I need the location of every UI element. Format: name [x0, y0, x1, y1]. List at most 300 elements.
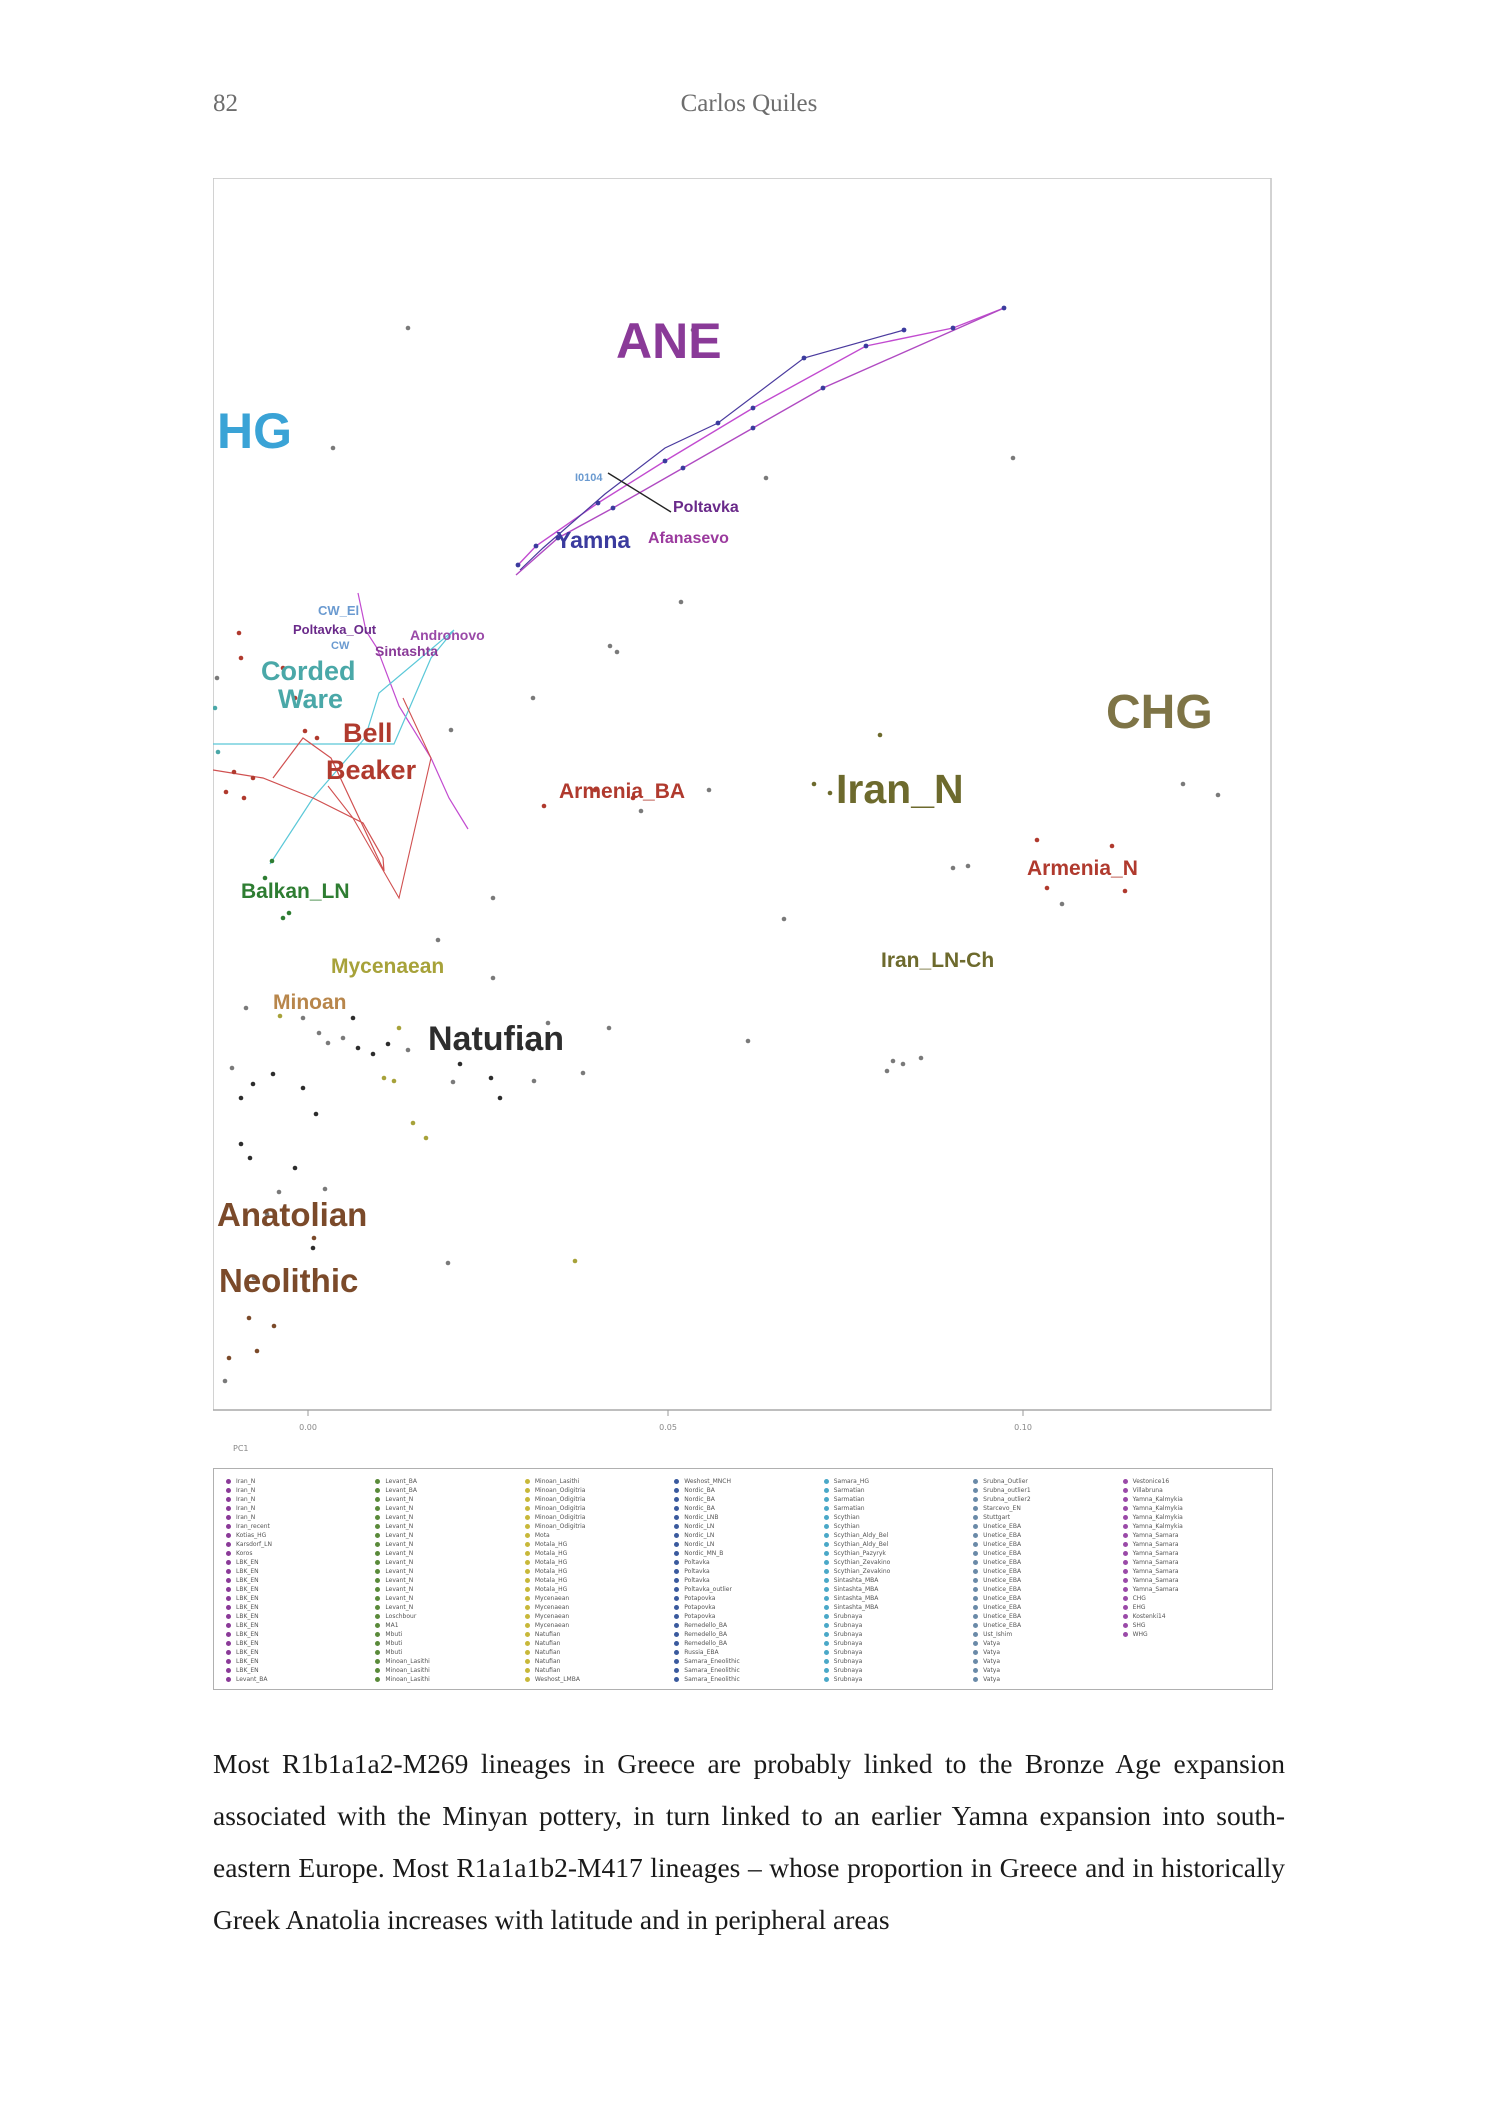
- legend-marker-icon: [375, 1650, 380, 1655]
- sample-point: [356, 1046, 361, 1051]
- legend-label: Levant_N: [385, 1496, 414, 1503]
- sample-point: [386, 1042, 391, 1047]
- sample-point: [303, 729, 308, 734]
- legend-marker-icon: [525, 1488, 530, 1493]
- legend-marker-icon: [973, 1659, 978, 1664]
- legend-marker-icon: [375, 1479, 380, 1484]
- sample-point: [891, 1059, 896, 1064]
- pca-plot: [213, 178, 1285, 1468]
- legend-label: Srubnaya: [833, 1613, 863, 1620]
- legend-item: [674, 1504, 817, 1513]
- sample-point: [1216, 793, 1221, 798]
- legend-item: [973, 1549, 1116, 1558]
- legend-marker-icon: [824, 1533, 829, 1538]
- legend-label: Iran_N: [236, 1487, 256, 1494]
- legend-marker-icon: [375, 1632, 380, 1637]
- legend-item: [525, 1639, 668, 1648]
- legend-item: [1123, 1477, 1266, 1486]
- legend-item: [375, 1540, 518, 1549]
- legend-marker-icon: [226, 1542, 231, 1547]
- legend-item: [525, 1648, 668, 1657]
- label-iran-ln-ch: Iran_LN-Ch: [881, 949, 995, 972]
- legend-item: [973, 1567, 1116, 1576]
- legend-label: Iran_N: [236, 1478, 256, 1485]
- legend-marker-icon: [674, 1623, 679, 1628]
- legend-label: Nordic_MN_B: [684, 1550, 724, 1557]
- legend-marker-icon: [1123, 1560, 1128, 1565]
- legend-marker-icon: [674, 1677, 679, 1682]
- legend-item: [525, 1567, 668, 1576]
- legend-label: Yamna_Samara: [1132, 1568, 1179, 1575]
- label-corded-ware-1: Corded: [261, 656, 356, 686]
- sample-point: [311, 1246, 316, 1251]
- legend-label: Scythian: [833, 1514, 860, 1521]
- sample-point: [498, 1096, 503, 1101]
- sample-point: [451, 1080, 456, 1085]
- legend-item: [525, 1666, 668, 1675]
- trajectory-point: [902, 328, 907, 333]
- sample-point: [230, 1066, 235, 1071]
- legend-marker-icon: [226, 1506, 231, 1511]
- sample-point: [1035, 838, 1040, 843]
- sample-point: [581, 1071, 586, 1076]
- legend-item: [973, 1513, 1116, 1522]
- legend-label: Levant_N: [385, 1595, 414, 1602]
- legend-label: Mycenaean: [534, 1595, 570, 1602]
- legend-marker-icon: [824, 1668, 829, 1673]
- legend-marker-icon: [1123, 1524, 1128, 1529]
- legend-column: [674, 1477, 817, 1684]
- legend-label: Unetice_EBA: [983, 1550, 1022, 1557]
- sample-point: [216, 750, 221, 755]
- legend-marker-icon: [525, 1650, 530, 1655]
- legend-item: [824, 1639, 967, 1648]
- label-i0104: I0104: [575, 472, 603, 484]
- legend-marker-icon: [674, 1542, 679, 1547]
- legend-label: Levant_N: [385, 1523, 414, 1530]
- legend-marker-icon: [375, 1641, 380, 1646]
- legend-item: [525, 1621, 668, 1630]
- legend-label: Ust_Ishim: [983, 1631, 1013, 1638]
- label-anatolian-1: Anatolian: [217, 1196, 368, 1233]
- sample-point: [239, 656, 244, 661]
- trajectory-point: [864, 344, 869, 349]
- legend-item: [525, 1576, 668, 1585]
- legend-label: WHG: [1132, 1631, 1148, 1638]
- legend-label: Natufian: [534, 1667, 561, 1674]
- legend-label: Weshost_LMBA: [534, 1676, 580, 1683]
- legend-item: [525, 1675, 668, 1684]
- legend-item: [824, 1522, 967, 1531]
- legend-item: [1123, 1522, 1266, 1531]
- legend-label: LBK_EN: [236, 1622, 259, 1629]
- legend-label: Levant_BA: [385, 1487, 417, 1494]
- legend-item: [674, 1477, 817, 1486]
- label-afanasevo: Afanasevo: [648, 530, 729, 547]
- legend-label: Motala_HG: [534, 1577, 568, 1584]
- sample-point: [317, 1031, 322, 1036]
- legend-label: Levant_N: [385, 1559, 414, 1566]
- sample-point: [223, 1379, 228, 1384]
- legend-item: [525, 1531, 668, 1540]
- legend-marker-icon: [1123, 1479, 1128, 1484]
- legend-label: Srubnaya: [833, 1667, 863, 1674]
- legend-label: LBK_EN: [236, 1595, 259, 1602]
- trajectory-point: [611, 506, 616, 511]
- legend-item: [674, 1630, 817, 1639]
- legend-label: Srubna_outlier1: [983, 1487, 1031, 1494]
- legend-marker-icon: [375, 1506, 380, 1511]
- legend-item: [525, 1630, 668, 1639]
- legend-label: Yamna_Samara: [1132, 1541, 1179, 1548]
- legend-label: Natufian: [534, 1640, 561, 1647]
- legend-item: [824, 1630, 967, 1639]
- legend-item: [973, 1486, 1116, 1495]
- legend-item: [674, 1549, 817, 1558]
- legend-item: [525, 1522, 668, 1531]
- legend-label: Sintashta_MBA: [833, 1586, 879, 1593]
- legend-label: Unetice_EBA: [983, 1613, 1022, 1620]
- legend-item: [375, 1648, 518, 1657]
- legend-marker-icon: [674, 1668, 679, 1673]
- legend-item: [674, 1522, 817, 1531]
- legend-item: [824, 1675, 967, 1684]
- legend-marker-icon: [525, 1533, 530, 1538]
- legend-label: Levant_N: [385, 1577, 414, 1584]
- legend-item: [525, 1477, 668, 1486]
- legend-marker-icon: [824, 1659, 829, 1664]
- legend-item: [1123, 1630, 1266, 1639]
- legend-label: Scythian: [833, 1523, 860, 1530]
- legend-item: [1123, 1621, 1266, 1630]
- legend-marker-icon: [1123, 1614, 1128, 1619]
- legend-item: [674, 1648, 817, 1657]
- legend-label: Poltavka: [684, 1568, 710, 1575]
- legend-marker-icon: [973, 1623, 978, 1628]
- running-head: Carlos Quiles: [680, 90, 818, 117]
- legend-marker-icon: [973, 1515, 978, 1520]
- sample-point: [491, 976, 496, 981]
- legend-label: Remedello_BA: [684, 1640, 728, 1647]
- legend-marker-icon: [226, 1632, 231, 1637]
- legend-item: [226, 1513, 369, 1522]
- legend-item: [375, 1522, 518, 1531]
- legend-item: [973, 1504, 1116, 1513]
- legend-marker-icon: [674, 1605, 679, 1610]
- legend-marker-icon: [674, 1659, 679, 1664]
- legend-item: [226, 1540, 369, 1549]
- legend-label: Minoan_Odigitria: [534, 1496, 586, 1503]
- legend-label: Yamna_Kalmykia: [1132, 1496, 1183, 1503]
- legend-marker-icon: [674, 1560, 679, 1565]
- legend-marker-icon: [674, 1506, 679, 1511]
- legend-marker-icon: [226, 1623, 231, 1628]
- legend-marker-icon: [824, 1623, 829, 1628]
- legend-item: [1123, 1558, 1266, 1567]
- legend-marker-icon: [973, 1596, 978, 1601]
- legend-column: [226, 1477, 369, 1684]
- legend-marker-icon: [375, 1587, 380, 1592]
- legend-marker-icon: [375, 1488, 380, 1493]
- legend-item: [226, 1504, 369, 1513]
- legend-marker-icon: [525, 1596, 530, 1601]
- legend-item: [824, 1594, 967, 1603]
- legend-label: Srubnaya: [833, 1658, 863, 1665]
- legend-item: [375, 1630, 518, 1639]
- legend-label: Weshost_MNCH: [684, 1478, 731, 1485]
- legend-item: [1123, 1585, 1266, 1594]
- legend-item: [674, 1531, 817, 1540]
- legend-label: Nordic_BA: [684, 1487, 715, 1494]
- legend-item: [674, 1558, 817, 1567]
- legend-marker-icon: [226, 1587, 231, 1592]
- sample-point: [531, 696, 536, 701]
- legend-label: Natufian: [534, 1658, 561, 1665]
- legend-marker-icon: [824, 1569, 829, 1574]
- legend-item: [375, 1504, 518, 1513]
- legend-column: [375, 1477, 518, 1684]
- legend-marker-icon: [973, 1641, 978, 1646]
- legend-item: [375, 1513, 518, 1522]
- legend-marker-icon: [375, 1560, 380, 1565]
- legend-item: [973, 1675, 1116, 1684]
- legend-label: Iran_recent: [236, 1523, 270, 1530]
- legend-label: Vatya: [983, 1667, 1001, 1674]
- sample-point: [812, 782, 817, 787]
- legend-label: Scythian_Pazyryk: [833, 1550, 886, 1557]
- legend-label: Mbuti: [385, 1649, 403, 1656]
- label-yamna: Yamna: [556, 527, 631, 553]
- legend-label: Levant_BA: [236, 1676, 268, 1683]
- label-cw-small: CW: [331, 640, 350, 652]
- legend-marker-icon: [674, 1488, 679, 1493]
- legend-marker-icon: [973, 1488, 978, 1493]
- sample-point: [242, 796, 247, 801]
- sample-point: [919, 1056, 924, 1061]
- legend-item: [824, 1495, 967, 1504]
- sample-point: [215, 676, 220, 681]
- sample-point: [312, 1236, 317, 1241]
- legend-item: [375, 1603, 518, 1612]
- legend-label: Vatya: [983, 1640, 1001, 1647]
- legend-marker-icon: [226, 1515, 231, 1520]
- legend-marker-icon: [226, 1659, 231, 1664]
- legend-item: [226, 1603, 369, 1612]
- legend-marker-icon: [525, 1524, 530, 1529]
- legend-item: [674, 1540, 817, 1549]
- legend-marker-icon: [226, 1578, 231, 1583]
- trajectory-point: [751, 426, 756, 431]
- sample-point: [351, 1016, 356, 1021]
- label-andronovo: Andronovo: [410, 627, 485, 643]
- legend-item: [824, 1513, 967, 1522]
- legend-marker-icon: [973, 1569, 978, 1574]
- legend-marker-icon: [525, 1605, 530, 1610]
- legend-marker-icon: [525, 1641, 530, 1646]
- legend-label: LBK_EN: [236, 1559, 259, 1566]
- legend-label: LBK_EN: [236, 1631, 259, 1638]
- legend-item: [375, 1477, 518, 1486]
- legend-label: Stuttgart: [983, 1514, 1011, 1521]
- legend-marker-icon: [973, 1497, 978, 1502]
- legend-item: [674, 1675, 817, 1684]
- label-corded-ware-2: Ware: [278, 684, 344, 714]
- trajectory-point: [716, 421, 721, 426]
- legend-label: Vatya: [983, 1676, 1001, 1683]
- sample-point: [272, 1324, 277, 1329]
- legend-marker-icon: [1123, 1551, 1128, 1556]
- page-header: [213, 90, 1285, 124]
- trajectory-point: [663, 459, 668, 464]
- sample-point: [411, 1121, 416, 1126]
- legend-item: [525, 1513, 668, 1522]
- legend-marker-icon: [226, 1605, 231, 1610]
- sample-point: [615, 650, 620, 655]
- legend-marker-icon: [824, 1632, 829, 1637]
- legend-item: [525, 1585, 668, 1594]
- legend-marker-icon: [375, 1659, 380, 1664]
- sample-point: [532, 1079, 537, 1084]
- sample-point: [446, 1261, 451, 1266]
- legend-marker-icon: [375, 1497, 380, 1502]
- legend-marker-icon: [674, 1551, 679, 1556]
- label-minoan: Minoan: [273, 991, 347, 1014]
- legend-item: [375, 1666, 518, 1675]
- trajectory-point: [681, 466, 686, 471]
- legend-label: Scythian_Zevakino: [833, 1559, 891, 1566]
- legend-marker-icon: [525, 1506, 530, 1511]
- legend-label: Levant_BA: [385, 1478, 417, 1485]
- legend-marker-icon: [226, 1524, 231, 1529]
- legend-label: Scythian_Zevakino: [833, 1568, 891, 1575]
- legend-marker-icon: [375, 1668, 380, 1673]
- trajectory-point: [516, 563, 521, 568]
- legend-marker-icon: [1123, 1533, 1128, 1538]
- label-natufian: Natufian: [428, 1020, 564, 1058]
- legend-marker-icon: [824, 1515, 829, 1520]
- legend-label: Motala_HG: [534, 1568, 568, 1575]
- legend-marker-icon: [525, 1497, 530, 1502]
- legend-item: [824, 1621, 967, 1630]
- legend-label: LBK_EN: [236, 1568, 259, 1575]
- legend-marker-icon: [375, 1596, 380, 1601]
- legend-item: [226, 1657, 369, 1666]
- sample-point: [244, 1006, 249, 1011]
- legend-marker-icon: [525, 1677, 530, 1682]
- legend-marker-icon: [525, 1560, 530, 1565]
- legend-item: [226, 1612, 369, 1621]
- sample-point: [341, 1036, 346, 1041]
- sample-point: [966, 864, 971, 869]
- legend-label: Sintashta_MBA: [833, 1577, 879, 1584]
- legend-item: [226, 1522, 369, 1531]
- legend-item: [375, 1621, 518, 1630]
- legend-marker-icon: [525, 1623, 530, 1628]
- legend-marker-icon: [1123, 1587, 1128, 1592]
- legend-label: Motala_HG: [534, 1586, 568, 1593]
- legend-item: [525, 1495, 668, 1504]
- sample-point: [608, 644, 613, 649]
- legend-item: [824, 1549, 967, 1558]
- legend-item: [1123, 1549, 1266, 1558]
- legend-marker-icon: [824, 1479, 829, 1484]
- legend-label: Unetice_EBA: [983, 1559, 1022, 1566]
- legend-label: Nordic_LN: [684, 1532, 715, 1539]
- legend-item: [226, 1639, 369, 1648]
- sample-point: [251, 1082, 256, 1087]
- legend-marker-icon: [973, 1578, 978, 1583]
- legend-label: Unetice_EBA: [983, 1595, 1022, 1602]
- legend-marker-icon: [674, 1578, 679, 1583]
- legend-label: Srubnaya: [833, 1676, 863, 1683]
- legend-item: [525, 1558, 668, 1567]
- legend-label: Remedello_BA: [684, 1622, 728, 1629]
- legend-marker-icon: [824, 1578, 829, 1583]
- legend-label: Minoan_Odigitria: [534, 1505, 586, 1512]
- legend-label: Scythian_Aldy_Bel: [833, 1532, 889, 1539]
- legend-item: [375, 1675, 518, 1684]
- legend-label: Potapovka: [684, 1613, 716, 1620]
- legend-marker-icon: [824, 1497, 829, 1502]
- legend-marker-icon: [226, 1677, 231, 1682]
- legend-item: [525, 1486, 668, 1495]
- legend-item: [226, 1495, 369, 1504]
- sample-point: [287, 911, 292, 916]
- legend-marker-icon: [1123, 1506, 1128, 1511]
- legend-marker-icon: [375, 1677, 380, 1682]
- sample-point: [406, 1048, 411, 1053]
- legend-label: Natufian: [534, 1631, 561, 1638]
- legend-label: Minoan_Odigitria: [534, 1487, 586, 1494]
- legend-column: [1123, 1477, 1266, 1684]
- legend-label: Nordic_BA: [684, 1496, 715, 1503]
- legend-marker-icon: [973, 1479, 978, 1484]
- legend-marker-icon: [973, 1506, 978, 1511]
- legend-item: [375, 1486, 518, 1495]
- sample-point: [1123, 889, 1128, 894]
- legend-item: [674, 1486, 817, 1495]
- legend-marker-icon: [674, 1614, 679, 1619]
- legend-label: Srubna_Outlier: [983, 1478, 1028, 1485]
- legend-label: Unetice_EBA: [983, 1604, 1022, 1611]
- legend-item: [226, 1567, 369, 1576]
- legend-label: Remedello_BA: [684, 1631, 728, 1638]
- legend-label: Karsdorf_LN: [236, 1541, 272, 1548]
- legend-item: [824, 1603, 967, 1612]
- trajectory-point: [751, 406, 756, 411]
- legend-item: [973, 1639, 1116, 1648]
- pca-figure: [213, 178, 1285, 1698]
- legend-item: [674, 1657, 817, 1666]
- sample-point: [270, 859, 275, 864]
- sample-point: [607, 1026, 612, 1031]
- legend-marker-icon: [1123, 1623, 1128, 1628]
- legend-marker-icon: [226, 1560, 231, 1565]
- legend-label: Kotias_HG: [236, 1532, 267, 1539]
- legend-box: [213, 1468, 1273, 1690]
- legend-item: [375, 1567, 518, 1576]
- legend-marker-icon: [973, 1668, 978, 1673]
- trajectory-point: [802, 356, 807, 361]
- legend-label: Motala_HG: [534, 1541, 568, 1548]
- legend-label: Yamna_Samara: [1132, 1532, 1179, 1539]
- legend-label: Yamna_Samara: [1132, 1550, 1179, 1557]
- legend-label: Russia_EBA: [684, 1649, 719, 1656]
- legend-item: [973, 1603, 1116, 1612]
- legend-marker-icon: [824, 1506, 829, 1511]
- legend-label: Levant_N: [385, 1550, 414, 1557]
- legend-marker-icon: [973, 1605, 978, 1610]
